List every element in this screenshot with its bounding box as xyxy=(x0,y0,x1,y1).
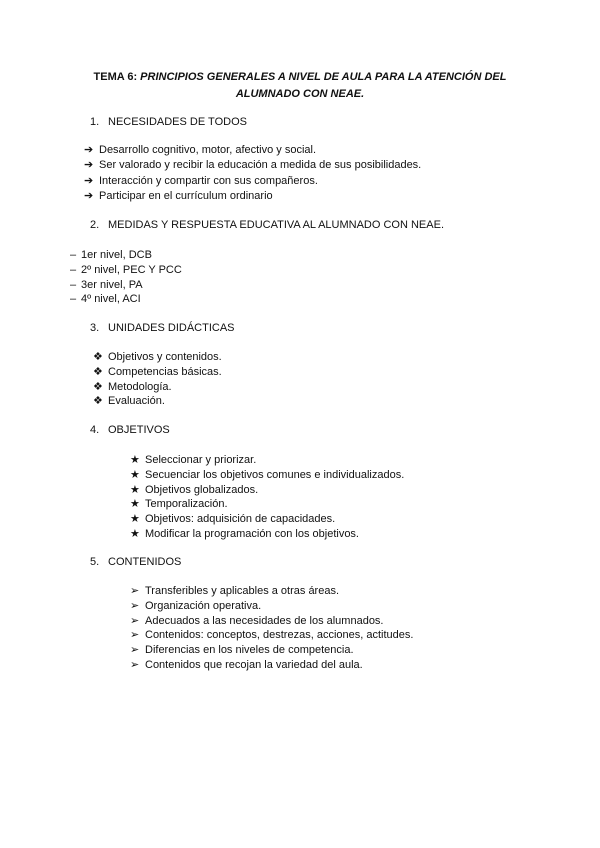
section-number: 1. xyxy=(90,116,100,128)
list-item-text: Desarrollo cognitivo, motor, afectivo y social. xyxy=(99,144,317,156)
bullet-icon: ➔ xyxy=(84,190,94,202)
bullet-icon: ❖ xyxy=(93,395,103,407)
section-heading: MEDIDAS Y RESPUESTA EDUCATIVA AL ALUMNADO CON NEAE. xyxy=(108,219,444,231)
section-heading: CONTENIDOS xyxy=(108,556,182,568)
list-item-text: Interacción y compartir con sus compañeros. xyxy=(99,175,318,187)
bullet-icon: ➢ xyxy=(130,585,140,597)
list-item-text: Competencias básicas. xyxy=(108,366,222,378)
title-line-1: PRINCIPIOS GENERALES A NIVEL DE AULA PARA LA ATENCIÓN DEL xyxy=(140,71,507,83)
list-item-text: Adecuados a las necesidades de los alumnados. xyxy=(145,615,384,627)
section-number: 4. xyxy=(90,424,100,436)
bullet-icon: ➢ xyxy=(130,600,140,612)
list-item-text: Modificar la programación con los objetivos. xyxy=(145,528,359,540)
bullet-icon: ★ xyxy=(130,484,140,496)
section-number: 2. xyxy=(90,219,100,231)
section-number: 5. xyxy=(90,556,100,568)
list-item-text: Evaluación. xyxy=(108,395,165,407)
list-item-text: Contenidos: conceptos, destrezas, acciones, actitudes. xyxy=(145,629,414,641)
bullet-icon: ➢ xyxy=(130,615,140,627)
list-item-text: Contenidos que recojan la variedad del aula. xyxy=(145,659,363,671)
bullet-icon: ➔ xyxy=(84,159,94,171)
section-number: 3. xyxy=(90,322,100,334)
document-title xyxy=(0,70,600,84)
bullet-icon: ★ xyxy=(130,498,140,510)
list-item-text: Participar en el currículum ordinario xyxy=(99,190,273,202)
bullet-icon: ➔ xyxy=(84,175,94,187)
list-item-text: Secuenciar los objetivos comunes e individualizados. xyxy=(145,469,405,481)
list-item-text: Ser valorado y recibir la educación a medida de sus posibilidades. xyxy=(99,159,422,171)
bullet-icon: ★ xyxy=(130,528,140,540)
bullet-icon: ★ xyxy=(130,469,140,481)
section-heading: UNIDADES DIDÁCTICAS xyxy=(108,322,235,334)
bullet-icon: ❖ xyxy=(93,381,103,393)
section-heading: OBJETIVOS xyxy=(108,424,170,436)
list-item-text: Objetivos globalizados. xyxy=(145,484,259,496)
list-item-text: 4º nivel, ACI xyxy=(81,293,141,305)
section-heading: NECESIDADES DE TODOS xyxy=(108,116,247,128)
list-item-text: Objetivos y contenidos. xyxy=(108,351,222,363)
list-item-text: Organización operativa. xyxy=(145,600,262,612)
list-item-text: 1er nivel, DCB xyxy=(81,249,152,261)
document-title-line-2 xyxy=(0,87,600,101)
list-item-text: Seleccionar y priorizar. xyxy=(145,454,257,466)
bullet-icon: ★ xyxy=(130,513,140,525)
list-item-text: Objetivos: adquisición de capacidades. xyxy=(145,513,336,525)
bullet-icon: ➔ xyxy=(84,144,94,156)
list-item-text: Diferencias en los niveles de competencia. xyxy=(145,644,354,656)
bullet-icon: ❖ xyxy=(93,351,103,363)
bullet-icon: – xyxy=(70,293,77,305)
bullet-icon: ➢ xyxy=(130,659,140,671)
bullet-icon: – xyxy=(70,264,77,276)
title-line-2: ALUMNADO CON NEAE. xyxy=(235,88,365,100)
bullet-icon: – xyxy=(70,249,77,261)
list-item-text: 3er nivel, PA xyxy=(81,279,143,291)
list-item-text: 2º nivel, PEC Y PCC xyxy=(81,264,182,276)
bullet-icon: ★ xyxy=(130,454,140,466)
bullet-icon: – xyxy=(70,279,77,291)
title-prefix: TEMA 6: xyxy=(93,71,138,83)
bullet-icon: ➢ xyxy=(130,644,140,656)
list-item-text: Temporalización. xyxy=(145,498,228,510)
list-item-text: Transferibles y aplicables a otras áreas. xyxy=(145,585,340,597)
bullet-icon: ➢ xyxy=(130,629,140,641)
bullet-icon: ❖ xyxy=(93,366,103,378)
list-item-text: Metodología. xyxy=(108,381,172,393)
